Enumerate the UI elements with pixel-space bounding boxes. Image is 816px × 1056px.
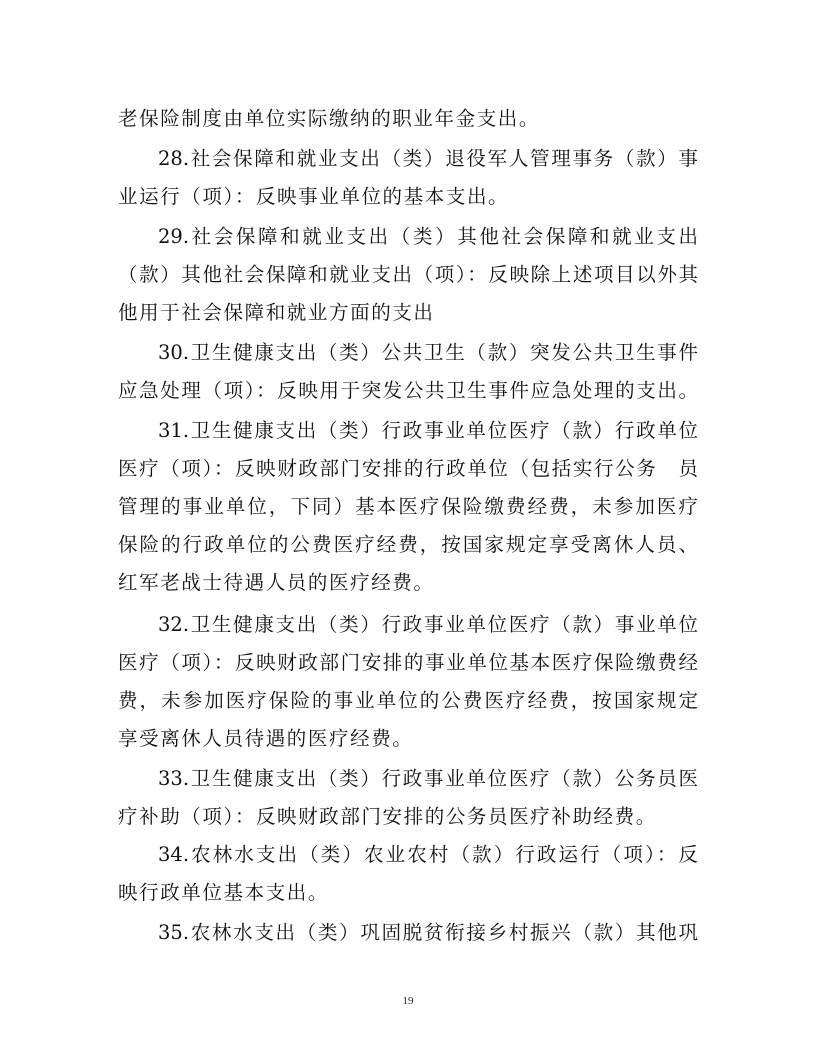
paragraph-line: 32.卫生健康支出（类）行政事业单位医疗（款）事业单位 <box>158 613 698 636</box>
paragraph-line: 医疗（项）：反映财政部门安排的行政单位（包括实行公务 员 <box>118 457 698 480</box>
paragraph-line: 29.社会保障和就业支出（类）其他社会保障和就业支出 <box>158 225 698 248</box>
paragraph-line: 保险的行政单位的公费医疗经费，按国家规定享受离休人员、 <box>118 533 698 556</box>
paragraph-line: 30.卫生健康支出（类）公共卫生（款）突发公共卫生事件 <box>158 341 698 364</box>
paragraph-line: 医疗（项）：反映财政部门安排的事业单位基本医疗保险缴费经 <box>118 651 698 674</box>
paragraph-line: 34.农林水支出（类）农业农村（款）行政运行（项）：反 <box>158 843 698 866</box>
paragraph-line: 他用于社会保障和就业方面的支出 <box>118 301 435 324</box>
paragraph-line: 老保险制度由单位实际缴纳的职业年金支出。 <box>118 107 541 130</box>
paragraph-line: 应急处理（项）：反映用于突发公共卫生事件应急处理的支出。 <box>118 379 698 402</box>
paragraph-line: 31.卫生健康支出（类）行政事业单位医疗（款）行政单位 <box>158 419 698 442</box>
paragraph-line: 业运行（项）：反映事业单位的基本支出。 <box>118 185 510 208</box>
paragraph-line: 疗补助（项）：反映财政部门安排的公务员医疗补助经费。 <box>118 805 657 828</box>
paragraph-line: 28.社会保障和就业支出（类）退役军人管理事务（款）事 <box>158 147 698 170</box>
paragraph-line: （款）其他社会保障和就业支出（项）：反映除上述项目以外其 <box>118 263 698 286</box>
page-number: 19 <box>402 995 414 1007</box>
paragraph-line: 33.卫生健康支出（类）行政事业单位医疗（款）公务员医 <box>158 767 698 790</box>
paragraph-line: 红军老战士待遇人员的医疗经费。 <box>118 571 435 594</box>
paragraph-line: 35.农林水支出（类）巩固脱贫衔接乡村振兴（款）其他巩 <box>158 921 698 944</box>
paragraph-line: 享受离休人员待遇的医疗经费。 <box>118 727 414 750</box>
paragraph-line: 费，未参加医疗保险的事业单位的公费医疗经费，按国家规定 <box>118 689 698 712</box>
paragraph-line: 映行政单位基本支出。 <box>118 881 330 904</box>
paragraph-line: 管理的事业单位，下同）基本医疗保险缴费经费，未参加医疗 <box>118 495 698 518</box>
